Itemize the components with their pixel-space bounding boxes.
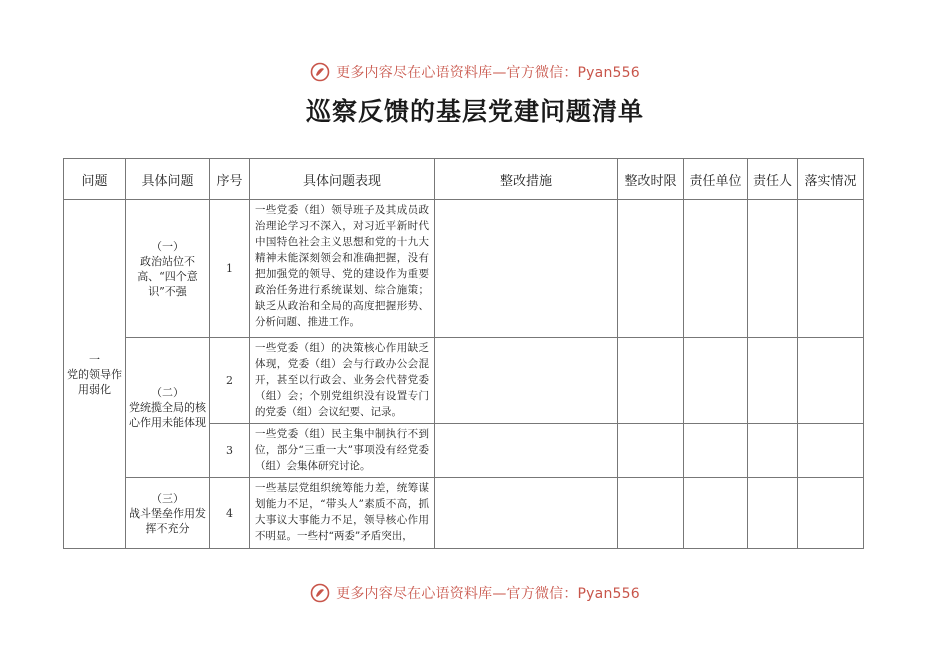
page-title: 巡察反馈的基层党建问题清单 bbox=[305, 97, 644, 126]
person-cell bbox=[748, 478, 798, 549]
measures-cell bbox=[435, 478, 618, 549]
measures-cell bbox=[435, 424, 618, 478]
status-cell bbox=[798, 200, 864, 338]
group-label: 党统揽全局的核心作用未能体现 bbox=[129, 401, 206, 429]
person-cell bbox=[748, 200, 798, 338]
deadline-cell bbox=[618, 200, 684, 338]
group-index: （一） bbox=[151, 239, 184, 253]
measures-cell bbox=[435, 338, 618, 424]
measures-cell bbox=[435, 200, 618, 338]
group-cell bbox=[126, 478, 210, 549]
header-responsible-unit: 责任单位 bbox=[684, 159, 748, 200]
seq-cell: 2 bbox=[210, 338, 250, 424]
status-cell bbox=[798, 338, 864, 424]
unit-cell bbox=[684, 200, 748, 338]
table-header-row bbox=[64, 159, 864, 200]
issue-table bbox=[63, 158, 864, 549]
deadline-cell bbox=[618, 478, 684, 549]
person-cell bbox=[748, 338, 798, 424]
description-cell: 一些党委（组）领导班子及其成员政治理论学习不深入，对习近平新时代中国特色社会主义思想和党的十九大精神未能深刻领会和准确把握，没有把加强党的领导、党的建设作为重要政治任务进行系统谋划、综合施策；缺乏从政治和全局的高度把握形势、分析问题、推进工作。 bbox=[250, 200, 435, 338]
table-row bbox=[64, 478, 864, 549]
header-measures: 整改措施 bbox=[435, 159, 618, 200]
description-cell: 一些党委（组）的决策核心作用缺乏体现，党委（组）会与行政办公会混开，甚至以行政会、业务会代替党委（组）会；个别党组织没有设置专门的党委（组）会议纪要、记录。 bbox=[250, 338, 435, 424]
group-index: （二） bbox=[151, 386, 184, 399]
status-cell bbox=[798, 478, 864, 549]
problem-cell bbox=[64, 200, 126, 549]
header-description: 具体问题表现 bbox=[250, 159, 435, 200]
header-problem: 问题 bbox=[64, 159, 126, 200]
person-cell bbox=[748, 424, 798, 478]
watermark-text: 更多内容尽在心语资料库—官方微信：Pyan556 bbox=[336, 65, 640, 81]
group-label: 战斗堡垒作用发挥不充分 bbox=[129, 506, 206, 535]
group-label: 政治站位不高、“四个意识”不强 bbox=[137, 254, 198, 298]
seq-cell: 1 bbox=[210, 200, 250, 338]
header-seq: 序号 bbox=[210, 159, 250, 200]
watermark-text: 更多内容尽在心语资料库—官方微信：Pyan556 bbox=[336, 586, 640, 602]
brush-circle-logo-icon bbox=[310, 583, 330, 603]
unit-cell bbox=[684, 338, 748, 424]
unit-cell bbox=[684, 478, 748, 549]
watermark-bottom bbox=[0, 581, 950, 605]
deadline-cell bbox=[618, 424, 684, 478]
seq-cell: 4 bbox=[210, 478, 250, 549]
description-cell bbox=[250, 478, 435, 549]
seq-cell: 3 bbox=[210, 424, 250, 478]
group-index: （三） bbox=[151, 491, 184, 505]
problem-number: 一 bbox=[89, 352, 100, 366]
group-cell bbox=[126, 200, 210, 338]
group-cell bbox=[126, 338, 210, 478]
header-responsible-person: 责任人 bbox=[748, 159, 798, 200]
table-row bbox=[64, 338, 864, 424]
problem-label: 党的领导作用弱化 bbox=[67, 367, 122, 396]
description-text: 一些基层党组织统筹能力差，统筹谋划能力不足，“带头人”素质不高，抓大事议大事能力不足，领导核心作用不明显。一些村“两委”矛盾突出， bbox=[255, 482, 429, 542]
brush-circle-logo-icon bbox=[310, 62, 330, 82]
unit-cell bbox=[684, 424, 748, 478]
header-status: 落实情况 bbox=[798, 159, 864, 200]
watermark-top bbox=[0, 60, 950, 84]
header-specific-problem: 具体问题 bbox=[126, 159, 210, 200]
table-row bbox=[64, 200, 864, 338]
deadline-cell bbox=[618, 338, 684, 424]
description-cell: 一些党委（组）民主集中制执行不到位，部分“三重一大”事项没有经党委（组）会集体研究讨论。 bbox=[250, 424, 435, 478]
status-cell bbox=[798, 424, 864, 478]
header-deadline: 整改时限 bbox=[618, 159, 684, 200]
